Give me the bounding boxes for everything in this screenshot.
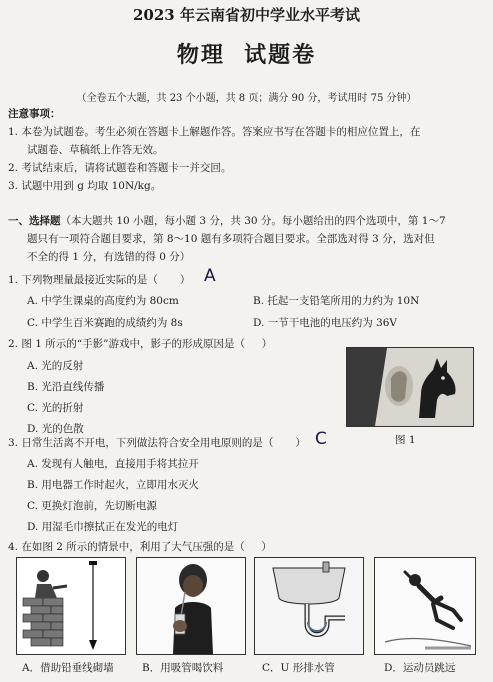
- figure-2b-straw-drink: [136, 557, 246, 655]
- question-1-option-d: D. 一节干电池的电压约为 36V: [253, 317, 398, 329]
- note-line: 1. 本卷为试题卷。考生必须在答题卡上解题作答。答案应书写在答题卡的相应位置上，在: [8, 126, 421, 138]
- figure-2c-u-shaped-drain: [254, 557, 364, 655]
- figure-2d-long-jump: [374, 557, 476, 655]
- note-line: 试题卷、草稿纸上作答无效。: [27, 144, 164, 156]
- section-intro: （本大题共 10 小题，每小题 3 分，共 30 分。每小题给出的四个选项中，第 1～7: [60, 215, 446, 227]
- subject-title: 物理 试题卷: [176, 42, 317, 68]
- question-3-text: 3. 日常生活离不开电，下列做法符合安全用电原则的是（: [8, 437, 274, 449]
- question-1-option-c: C. 中学生百米赛跑的成绩约为 8s: [27, 317, 183, 329]
- figure-2c-caption: C．U 形排水管: [262, 662, 335, 674]
- figure-2a-caption: A．借助铅垂线砌墙: [22, 662, 114, 674]
- question-3-stem: [8, 437, 306, 449]
- exam-info: （全卷五个大题，共 23 个小题，共 8 页；满分 90 分，考试用时 75 分钟）: [76, 93, 417, 104]
- question-3-option-c: C. 更换灯泡前，先切断电源: [27, 500, 157, 512]
- question-1-close: ）: [179, 274, 191, 286]
- note-line: 3. 试题中用到 g 均取 10N/kg。: [8, 180, 162, 192]
- figure-2d-caption: D．运动员跳远: [384, 662, 456, 674]
- section-heading: [8, 215, 446, 227]
- question-3-option-a: A. 发现有人触电，直接用手将其拉开: [27, 458, 199, 470]
- notes-heading: 注意事项：: [8, 108, 61, 120]
- question-2-option-a: A. 光的反射: [27, 360, 84, 372]
- note-line: 2. 考试结束后，请将试题卷和答题卡一并交回。: [8, 162, 232, 174]
- section-intro-line: 不全的得 1 分，有选错的得 0 分）: [27, 251, 191, 263]
- question-2-stem: 2. 图 1 所示的“手影”游戏中，影子的形成原因是（ ）: [8, 338, 273, 350]
- figure-1-caption: 图 1: [395, 434, 416, 446]
- question-1-option-a: A. 中学生课桌的高度约为 80cm: [27, 295, 179, 307]
- section-title: 一、选择题: [8, 215, 61, 227]
- handwritten-answer-1: A: [204, 266, 216, 286]
- question-3-option-d: D. 用湿毛巾擦拭正在发光的电灯: [27, 521, 179, 533]
- question-4-stem: 4. 在如图 2 所示的情景中，利用了大气压强的是（ ）: [8, 541, 272, 553]
- figure-2a-plumb-line-wall: [16, 557, 126, 655]
- question-2-option-c: C. 光的折射: [27, 402, 84, 414]
- question-1-text: 1. 下列物理量最接近实际的是（: [8, 274, 158, 286]
- question-1-stem: [8, 274, 190, 286]
- question-3-option-b: B. 用电器工作时起火，立即用水灭火: [27, 479, 199, 491]
- handwritten-answer-3: C: [315, 429, 327, 449]
- question-1-option-b: B. 托起一支铅笔所用的力约为 10N: [253, 295, 420, 307]
- section-intro-line: 题只有一项符合题目要求，第 8～10 题有多项符合题目要求。全部选对得 3 分，选对但: [27, 233, 435, 245]
- figure-1-hand-shadow: [346, 347, 474, 427]
- question-2-option-b: B. 光沿直线传播: [27, 381, 105, 393]
- figure-2b-caption: B．用吸管喝饮料: [142, 662, 224, 674]
- question-2-option-d: D. 光的色散: [27, 423, 84, 435]
- question-3-close: ）: [295, 437, 306, 449]
- exam-title: 2023 年云南省初中学业水平考试: [133, 6, 360, 24]
